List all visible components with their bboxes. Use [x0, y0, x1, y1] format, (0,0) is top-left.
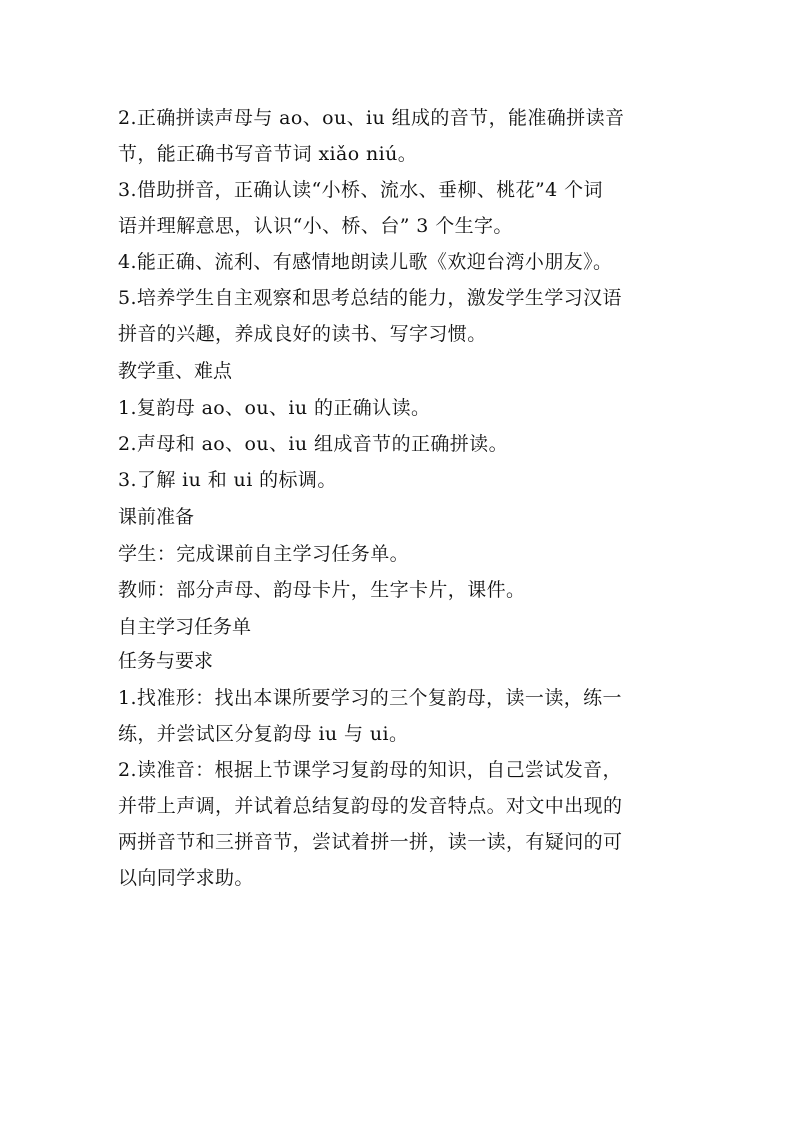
task-2-line-1: 2.读准音：根据上节课学习复韵母的知识，自己尝试发音，	[118, 759, 622, 781]
goal-item-3-line-2: 语并理解意思，认识“小、桥、台” 3 个生字。	[118, 215, 513, 237]
preparation-heading: 课前准备	[118, 506, 195, 528]
goal-item-5-line-1: 5.培养学生自主观察和思考总结的能力，激发学生学习汉语	[118, 287, 622, 309]
key-points-heading: 教学重、难点	[118, 360, 233, 382]
task-2-line-4: 以向同学求助。	[118, 867, 254, 889]
task-sheet-heading: 自主学习任务单	[118, 616, 252, 638]
goal-item-4: 4.能正确、流利、有感情地朗读儿歌《欢迎台湾小朋友》。	[118, 251, 613, 273]
goal-item-3-line-1: 3.借助拼音，正确认读“小桥、流水、垂柳、桃花”4 个词	[118, 179, 603, 201]
task-1-line-2: 练，并尝试区分复韵母 iu 与 ui。	[118, 723, 409, 745]
task-2-line-3: 两拼音节和三拼音节，尝试着拼一拼，读一读，有疑问的可	[118, 831, 623, 853]
goal-item-2-line-1: 2.正确拼读声母与 ao、ou、iu 组成的音节，能准确拼读音	[118, 107, 625, 129]
task-2-line-2: 并带上声调，并试着总结复韵母的发音特点。对文中出现的	[118, 795, 623, 817]
preparation-student: 学生：完成课前自主学习任务单。	[118, 543, 410, 565]
goal-item-5-line-2: 拼音的兴趣，养成良好的读书、写字习惯。	[118, 323, 487, 345]
document-page	[118, 100, 698, 896]
goal-item-2-line-2: 节，能正确书写音节词 xiǎo niú。	[118, 143, 418, 165]
key-point-3: 3.了解 iu 和 ui 的标调。	[118, 469, 337, 491]
task-1-line-1: 1.找准形：找出本课所要学习的三个复韵母，读一读，练一	[118, 687, 622, 709]
task-sheet-subheading: 任务与要求	[118, 650, 214, 672]
key-point-2: 2.声母和 ao、ou、iu 组成音节的正确拼读。	[118, 433, 508, 455]
key-point-1: 1.复韵母 ao、ou、iu 的正确认读。	[118, 397, 431, 419]
preparation-teacher: 教师：部分声母、韵母卡片，生字卡片，课件。	[118, 579, 526, 601]
